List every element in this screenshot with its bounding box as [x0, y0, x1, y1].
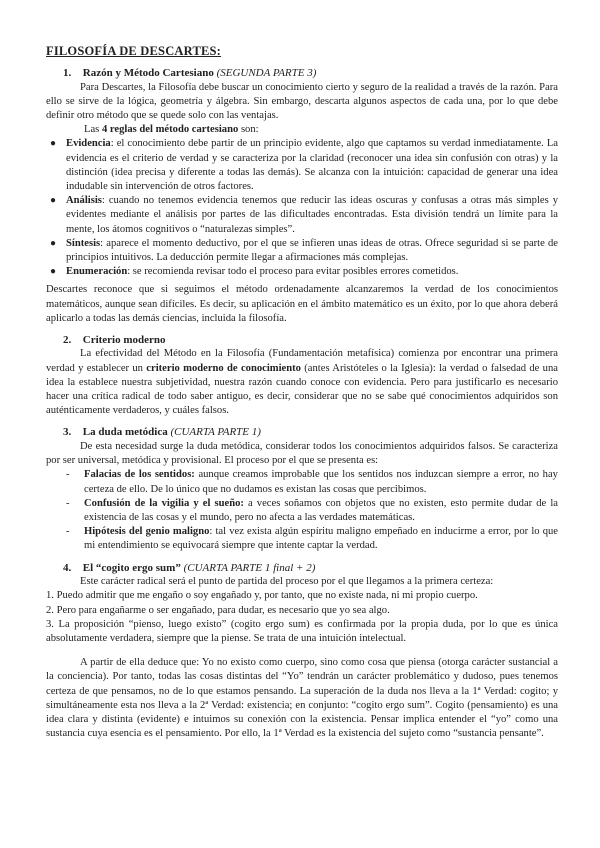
section-4-heading: [46, 561, 558, 576]
section-2-text-a: La efectividad del Método en la Filosofía (Fundamentación metafísica) comienza por encontrar una primera verdad y establecer un: [46, 348, 558, 374]
rule-text: : el conocimiento debe partir de un principio evidente, algo que captamos su verdad inmediatamente. La evidencia es el criterio de verdad y se caracteriza por la claridad (reconocer una idea sin confusión con otras) y la distinción (idea precisa y diferente a todas las demás). Se alcanza con la intuición: capacidad de generar una idea indudable sin intervención de otros factores.: [66, 138, 558, 192]
section-1-reference: (SEGUNDA PARTE 3): [216, 67, 317, 79]
list-item: [66, 525, 558, 553]
doubt-term: Falacias de los sentidos:: [84, 469, 195, 481]
bullet-icon: ●: [50, 195, 57, 207]
doubt-text: aunque creamos improbable que los sentidos nos induzcan siempre a error, no hay certeza de ello. De lo único que no dudamos es existan las cosas que percibimos.: [84, 469, 558, 495]
section-4-title: El “cogito ergo sum”: [82, 561, 181, 574]
section-4-reference: (CUARTA PARTE 1 final + 2): [183, 561, 316, 574]
section-2-title: Criterio moderno: [82, 333, 166, 346]
section-1-title: Razón y Método Cartesiano: [82, 67, 214, 79]
list-item: [46, 137, 558, 194]
rule-text: : aparece el momento deductivo, por el que se infieren unas ideas de otras. Ofrece seguridad si se parte de principios intuitivos. La deducción permite llegar a afirmaciones más complejas.: [66, 237, 558, 263]
document-title: FILOSOFÍA DE DESCARTES:: [46, 44, 222, 58]
section-1-outro: Descartes reconoce que si seguimos el método ordenadamente alcanzaremos la verdad de los conocimientos matemáticos, aunque sean difíciles. Es decir, su aplicación en el ámbito matemático es un éxito, por lo que ahora deberá aplicarlo a todas las demás ciencias, incluida la filosofía.: [46, 284, 558, 324]
dash-icon: -: [66, 469, 70, 481]
dash-icon: -: [66, 497, 70, 509]
section-4-conclusion: A partir de ella deduce que: Yo no existo como cuerpo, sino como cosa que piensa (otorga carácter sustancial a la conciencia). Por tanto, todas las cosas distintas del “Yo” tendrán un carácter problemático y dudoso, pues tenemos certeza de que pensamos, no de lo que estamos pensando. La superación de la duda nos lleva a la 1ª Verdad: cogito; y simultáneamente esta nos lleva a la 2ª Verdad: existencia; en conjunto: “cogito ergo sum”. Cogito (pensamiento) es una idea clara y distinta (evidente) e intuimos su conexión con la existencia. Pensar implica entender el “yo” como una sustancia cuya esencia es el pensamiento. Por ello, la 1ª Verdad es la existencia del sujeto como “sustancia pensante”.: [46, 657, 558, 740]
rules-lead-pre: Las: [84, 124, 100, 136]
section-3-reference: (CUARTA PARTE 1): [170, 426, 261, 439]
rule-text: : cuando no tenemos evidencia tenemos que reducir las ideas oscuras y confusas a otras más simples y evidentes mediante el análisis por partes de las dificultades encontradas. Esta división tendrá un límite para la mente, los átomos cognitivos o “naturalezas simples”.: [66, 195, 558, 235]
section-2-text-b: (antes Aristóteles o la Iglesia): la verdad o falsedad de una idea la establece nuestra subjetividad, nuestra razón cuando conoce con evidencia. Pero para justificarlo es necesario hacer una crítica radical de todo saber antiguo, es decir, considerar que no se sabe qué conocimientos adquiridos son auténticamente verdaderos, y cuáles falsos.: [46, 362, 558, 417]
list-item: [46, 265, 558, 279]
bullet-icon: ●: [50, 138, 57, 150]
doubt-list: [46, 468, 558, 553]
rule-term: Enumeración: [66, 266, 128, 278]
section-3-intro: De esta necesidad surge la duda metódica, considerar todos los conocimientos adquiridos falsos. Se caracteriza por ser universal, metódica y provisional. El proceso por el que se presenta es:: [46, 440, 558, 467]
section-1-number: 1.: [63, 67, 72, 79]
rules-lead: [46, 123, 558, 137]
rules-lead-bold: 4 reglas del método cartesiano: [101, 124, 239, 136]
section-2-body: [46, 347, 558, 418]
section-2-number: 2.: [63, 333, 72, 346]
section-4-number: 4.: [63, 561, 72, 574]
doubt-term: Hipótesis del genio maligno: [84, 526, 210, 538]
list-item: [66, 497, 558, 525]
doubt-text: : tal vez exista algún espíritu maligno empeñado en inducirme a error, por lo que mi entendimiento se equivocará siempre que intente captar la verdad.: [84, 526, 559, 552]
section-3-heading: [46, 425, 558, 440]
section-4-intro: Este carácter radical será el punto de partida del proceso por el que llegamos a la primera certeza:: [80, 576, 494, 588]
doubt-text: a veces soñamos con objetos que no existen, esto permite dudar de la existencia de las cosas y el mundo, pero no afecta a las verdades matemáticas.: [84, 497, 558, 523]
rules-list: [46, 137, 558, 279]
list-item: [46, 194, 558, 237]
bullet-icon: ●: [50, 237, 57, 249]
section-3-number: 3.: [63, 426, 72, 439]
section-1-intro: Para Descartes, la Filosofía debe buscar un conocimiento cierto y seguro de la realidad a través de la razón. Para ello se sirve de la lógica, geometría y álgebra. Sin embargo, descarta algunos aspectos de cada una, por lo que debe definir otro método que se quede solo con las ventajas.: [46, 81, 558, 121]
rules-lead-post: son:: [240, 124, 259, 136]
list-item: [46, 237, 558, 265]
section-3-title: La duda metódica: [82, 426, 168, 439]
list-item: [66, 468, 558, 496]
rule-term: Análisis: [66, 195, 102, 207]
section-2-bold: criterio moderno de conocimiento: [146, 362, 301, 374]
section-1-heading: [46, 66, 558, 81]
cogito-step: 3. La proposición “pienso, luego existo” (cogito ergo sum) es confirmada por la propia duda, por lo que es única absolutamente verdadera, siempre que la piense. Se trata de una intuición intelectual.: [46, 618, 558, 644]
rule-text: : se recomienda revisar todo el proceso para evitar posibles errores cometidos.: [127, 266, 459, 278]
cogito-step: 1. Puedo admitir que me engaño o soy engañado y, por tanto, que no existe nada, ni mi propio cuerpo.: [46, 590, 478, 602]
section-2-heading: [46, 333, 558, 348]
bullet-icon: ●: [50, 266, 57, 278]
rule-term: Evidencia: [66, 138, 111, 150]
doubt-term: Confusión de la vigilia y el sueño:: [84, 497, 244, 509]
rule-term: Síntesis: [66, 237, 101, 249]
dash-icon: -: [66, 526, 70, 538]
cogito-step: 2. Pero para engañarme o ser engañado, para dudar, es necesario que yo sea algo.: [46, 604, 390, 616]
